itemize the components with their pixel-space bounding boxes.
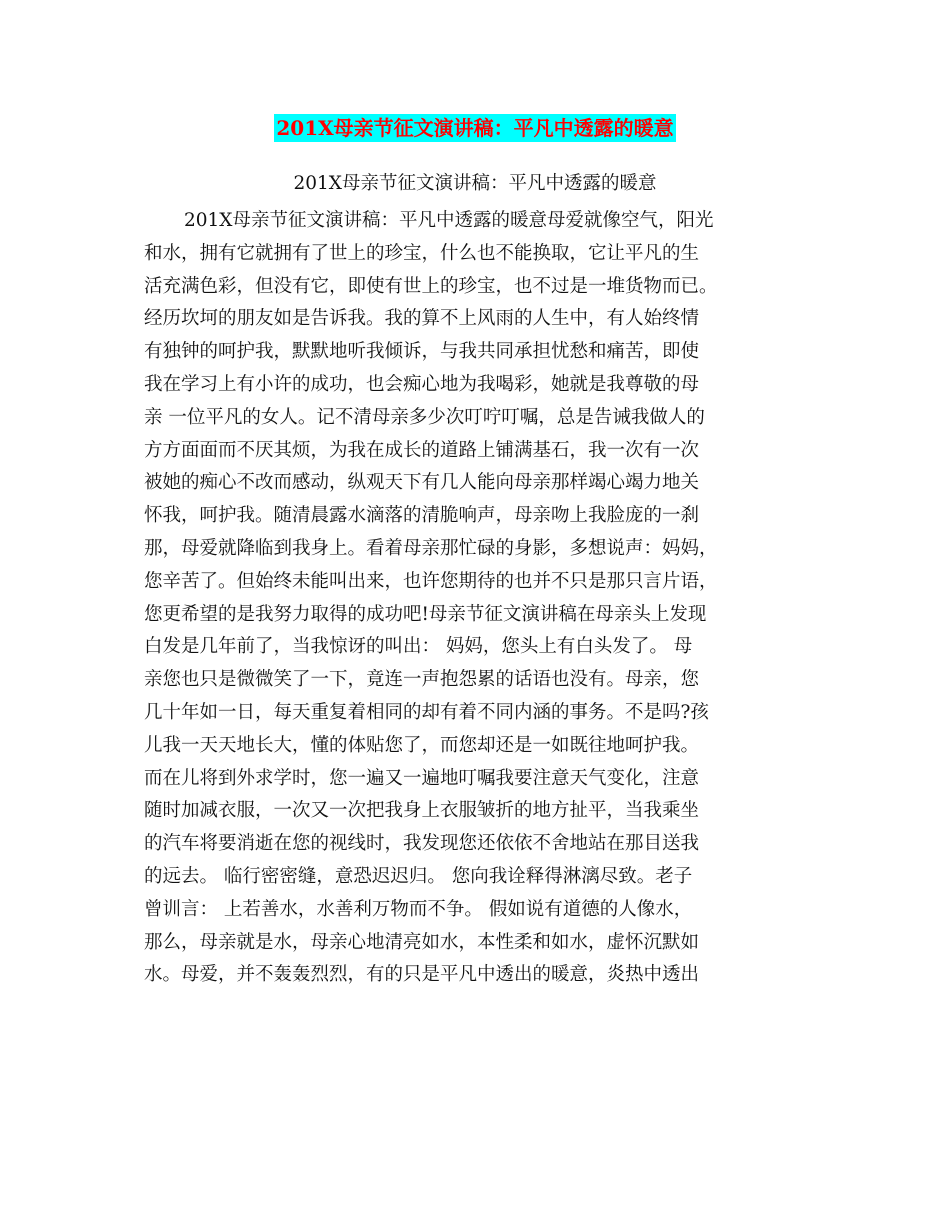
body-line: 几十年如一日，每天重复着相同的却有着不同内涵的事务。不是吗?孩: [144, 701, 709, 723]
body-line: 亲 一位平凡的女人。记不清母亲多少次叮咛叮嘱，总是告诫我做人的: [144, 406, 705, 428]
body-line: 我在学习上有小许的成功，也会痴心地为我喝彩，她就是我尊敬的母: [144, 373, 700, 395]
document-subtitle: 201X母亲节征文演讲稿：平凡中透露的暖意: [293, 173, 657, 194]
body-line: 您更希望的是我努力取得的成功吧!母亲节征文演讲稿在母亲头上发现: [144, 603, 707, 625]
body-line: 活充满色彩，但没有它，即使有世上的珍宝，也不过是一堆货物而已。: [144, 275, 718, 297]
body-line: 儿我一天天地长大，懂的体贴您了，而您却还是一如既往地呵护我。: [144, 734, 700, 756]
body-line: 有独钟的呵护我，默默地听我倾诉，与我共同承担忧愁和痛苦，即使: [144, 341, 700, 363]
body-line: 的汽车将要消逝在您的视线时，我发现您还依依不舍地站在那目送我: [144, 833, 700, 855]
body-line: 经历坎坷的朋友如是告诉我。我的算不上风雨的人生中，有人始终情: [144, 308, 700, 330]
body-line: 和水，拥有它就拥有了世上的珍宝，什么也不能换取，它让平凡的生: [144, 242, 700, 264]
body-line: 怀我，呵护我。随清晨露水滴落的清脆响声，母亲吻上我脸庞的一刹: [144, 505, 700, 527]
body-line: 随时加减衣服，一次又一次把我身上衣服皱折的地方扯平，当我乘坐: [144, 800, 700, 822]
title-container: [0, 114, 950, 142]
body-line: 的远去。 临行密密缝，意恐迟迟归。 您向我诠释得淋漓尽致。老子: [144, 865, 693, 887]
body-text: [144, 205, 804, 992]
body-line: 曾训言： 上若善水，水善利万物而不争。 假如说有道德的人像水，: [144, 898, 693, 920]
body-line: 方方面面而不厌其烦，为我在成长的道路上铺满基石，我一次有一次: [144, 439, 700, 461]
body-line: 您辛苦了。但始终未能叫出来，也许您期待的也并不只是那只言片语，: [144, 570, 718, 592]
body-line: 亲您也只是微微笑了一下，竟连一声抱怨累的话语也没有。母亲，您: [144, 669, 700, 691]
document-title: 201X母亲节征文演讲稿：平凡中透露的暖意: [276, 116, 674, 140]
body-line: 而在儿将到外求学时，您一遍又一遍地叮嘱我要注意天气变化，注意: [144, 767, 700, 789]
body-line: 水。母爱，并不轰轰烈烈，有的只是平凡中透出的暖意，炎热中透出: [144, 964, 700, 986]
body-line: 那么，母亲就是水，母亲心地清亮如水，本性柔和如水，虚怀沉默如: [144, 931, 700, 953]
body-line: 白发是几年前了，当我惊讶的叫出： 妈妈，您头上有白头发了。 母: [144, 636, 693, 658]
body-line: 201X母亲节征文演讲稿：平凡中透露的暖意母爱就像空气，阳光: [184, 210, 714, 231]
body-line: 那，母爱就降临到我身上。看着母亲那忙碌的身影，多想说声：妈妈，: [144, 537, 718, 559]
body-line: 被她的痴心不改而感动，纵观天下有几人能向母亲那样竭心竭力地关: [144, 472, 700, 494]
